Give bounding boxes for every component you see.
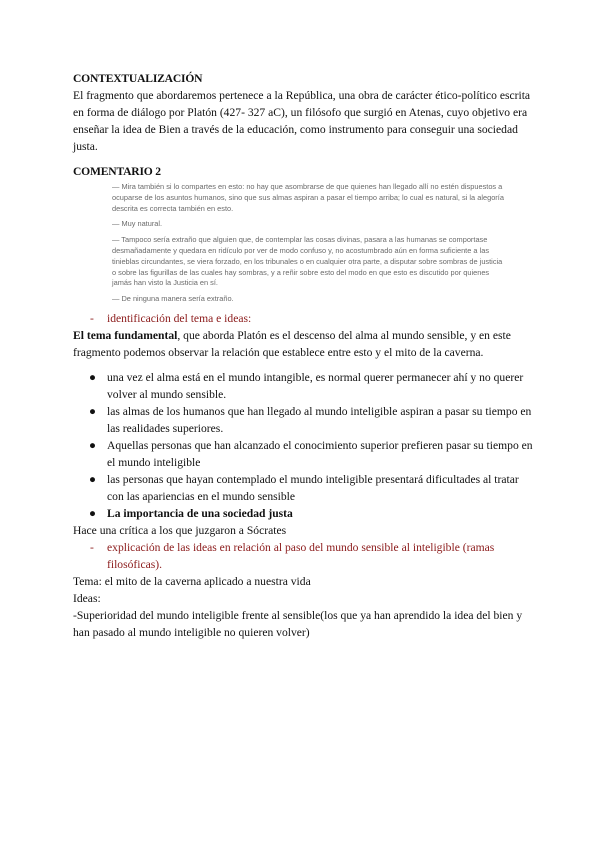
list-item-text: La importancia de una sociedad justa [107,506,293,520]
bullet-icon: ● [89,370,97,384]
bullet-icon: ● [89,438,97,452]
quote-line: — De ninguna manera sería extraño. [112,294,234,304]
bullet-icon: ● [89,404,97,418]
list-item [73,437,533,471]
list-item [73,403,533,437]
bullet-list [73,369,533,522]
tema-line: Tema: el mito de la caverna aplicado a nuestra vida [73,574,311,588]
closing-section [73,573,533,641]
comment-heading-wrap [73,163,533,180]
dash-marker: - [90,540,94,554]
list-item-text: Aquellas personas que han alcanzado el conocimiento superior prefieren pasar su tiempo en el mundo inteligible [107,438,533,469]
context-section [73,70,533,155]
context-paragraph: El fragmento que abordaremos pertenece a la República, una obra de carácter ético-político escrita en forma de diálogo por Platón (427- 327 aC), un filósofo que surgió en Atenas, cuyo objetivo era enseñar la idea de Bien a través de la educación, como instrumento para conseguir una sociedad justa. [73,89,531,153]
comment-heading: COMENTARIO 2 [73,165,161,178]
list-item-text: las personas que hayan contemplado el mundo inteligible presentará dificultades al tratar con las apariencias en el mundo sensible [107,472,519,503]
section2-text: explicación de las ideas en relación al paso del mundo sensible al inteligible (ramas filosóficas). [107,540,495,571]
bullet-icon: ● [89,472,97,486]
quote-line: — Muy natural. [112,219,163,229]
quote-line: — Mira también si lo compartes en esto: no hay que asombrarse de que quienes han llegado allí no estén dispuestos a ocuparse de los asuntos humanos, sino que sus almas aspiran a pasar el tiempo arriba; lo cual es natural, si la alegoría descrita es correcta también en esto. [112,182,504,213]
list-item-text: las almas de los humanos que han llegado al mundo inteligible aspiran a pasar su tiempo en las realidades superiores. [107,404,532,435]
list-item [73,369,533,403]
section1-label [90,310,533,327]
dash-marker: - [90,311,94,325]
section2-label [90,539,533,573]
idea-1: -Superioridad del mundo inteligible frente al sensible(los que ya han aprendido la idea del bien y han pasado al mundo inteligible no quieren volver) [73,608,523,639]
section1-text: identificación del tema e ideas: [107,311,252,325]
theme-rest: , que aborda Platón es el descenso del alma al mundo sensible, y en este fragmento podemos observar la relación que establece entre esto y el mito de la caverna. [73,328,511,359]
theme-bold: El tema fundamental [73,328,178,342]
quote-line: — Tampoco sería extraño que alguien que, de contemplar las cosas divinas, pasara a las humanas se comportase desmañadamente y quedara en ridículo por ver de modo confuso y, no acostumbrado aún en forma suficiente a las tinieblas circundantes, se viera forzado, en los tribunales o en cualquier otra parte, a disputar sobre sombras de justicia o sobre las figurillas de las cuales hay sombras, y a reñir sobre esto del modo en que esto es discutido por quienes jamás han visto la Justicia en sí. [112,235,503,288]
list-item-text: una vez el alma está en el mundo intangible, es normal querer permanecer ahí y no querer volver al mundo sensible. [107,370,524,401]
critique-text: Hace una crítica a los que juzgaron a Sócrates [73,523,287,537]
context-heading: CONTEXTUALIZACIÓN [73,72,203,85]
quoted-excerpt-image [112,182,504,305]
ideas-label: Ideas: [73,591,101,605]
theme-paragraph [73,327,533,361]
list-item [73,471,533,505]
list-item [73,505,533,522]
bullet-icon: ● [89,506,97,520]
